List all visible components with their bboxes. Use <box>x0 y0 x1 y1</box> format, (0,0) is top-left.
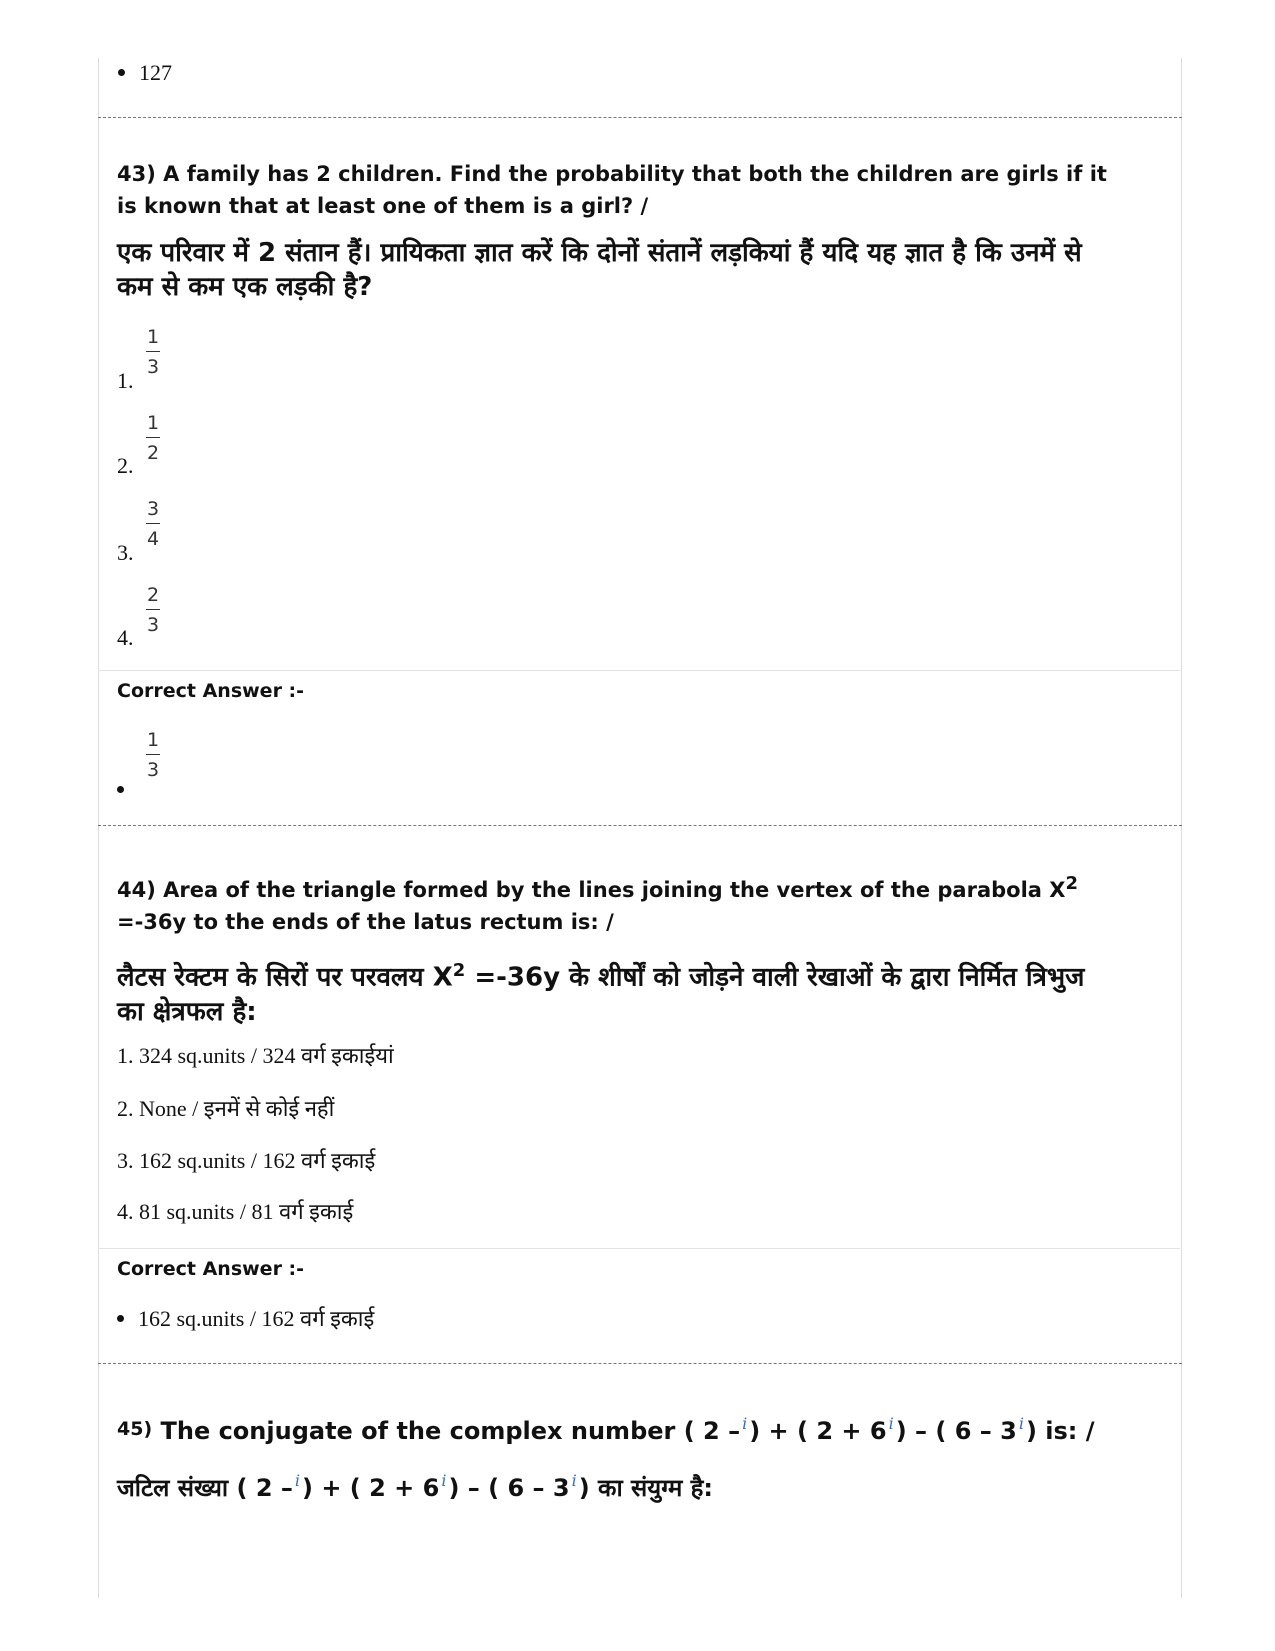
bullet-icon <box>118 69 125 76</box>
question-44-text: 44) Area of the triangle formed by the lines joining the vertex of the parabola $X^2 =-36y$ to the ends of the latus rectum is: / <box>117 873 1078 934</box>
option-4[interactable]: 4. 81 sq.units / 81 वर्ग इकाई <box>117 1199 354 1224</box>
bullet-icon <box>117 780 124 798</box>
correct-answer-fraction: 1 3 <box>146 729 160 781</box>
option-3-fraction[interactable]: 3 4 <box>146 498 160 550</box>
answer-separator <box>98 670 1180 671</box>
bullet-icon <box>117 1315 124 1322</box>
imaginary-unit: i <box>571 1471 577 1490</box>
imaginary-unit: i <box>1018 1414 1024 1433</box>
question-45-text: 45) The conjugate of the complex number ( 2 – $^i$) + ( 2 + 6 $^i$) – ( 6 – 3 $^i$) is: / <box>117 1414 1095 1445</box>
correct-answer-label: Correct Answer :- <box>117 1258 305 1280</box>
imaginary-unit: i <box>888 1414 894 1433</box>
correct-answer: 162 sq.units / 162 वर्ग इकाई <box>117 1303 374 1333</box>
imaginary-unit: i <box>742 1414 748 1433</box>
question-divider <box>98 117 1182 118</box>
imaginary-unit: i <box>441 1471 447 1490</box>
previous-answer: 127 <box>118 60 172 86</box>
question-divider <box>98 825 1182 826</box>
answer-separator <box>98 1248 1180 1249</box>
option-label[interactable]: 2. <box>117 453 134 478</box>
question-divider <box>98 1363 1182 1364</box>
correct-answer-label: Correct Answer :- <box>117 680 305 702</box>
imaginary-unit: i <box>294 1471 301 1490</box>
question-43-hindi: एक परिवार में 2 संतान हैं। प्रायिकता ज्ञात करें कि दोनों संतानें लड़कियां हैं यदि यह ज्ञात है कि उनमें से कम से कम एक लड़की है? <box>117 238 1082 302</box>
option-2-fraction[interactable]: 1 2 <box>146 412 160 464</box>
option-label[interactable]: 4. <box>117 625 134 650</box>
option-4-fraction[interactable]: 2 3 <box>146 584 160 636</box>
option-2[interactable]: 2. None / इनमें से कोई नहीं <box>117 1096 335 1121</box>
question-45-hindi: जटिल संख्या ( 2 – $^i$) + ( 2 + 6 $^i$) – ( 6 – 3 $^i$) का संयुग्म है: <box>117 1471 713 1502</box>
option-3[interactable]: 3. 162 sq.units / 162 वर्ग इकाई <box>117 1148 376 1173</box>
question-43-text: 43) A family has 2 children. Find the probability that both the children are girls if it is known that at least one of them is a girl? / <box>117 162 1107 218</box>
question-44-hindi: लैटस रेक्टम के सिरों पर परवलय $X^2 =-36y$ के शीर्षों को जोड़ने वाली रेखाओं के द्वारा निर्मित त्रिभुज का क्षेत्रफल है: <box>117 960 1085 1027</box>
option-label[interactable]: 3. <box>117 540 134 565</box>
option-1-fraction[interactable]: 1 3 <box>146 326 160 378</box>
option-label[interactable]: 1. <box>117 368 134 393</box>
option-1[interactable]: 1. 324 sq.units / 324 वर्ग इकाईयां <box>117 1043 394 1068</box>
